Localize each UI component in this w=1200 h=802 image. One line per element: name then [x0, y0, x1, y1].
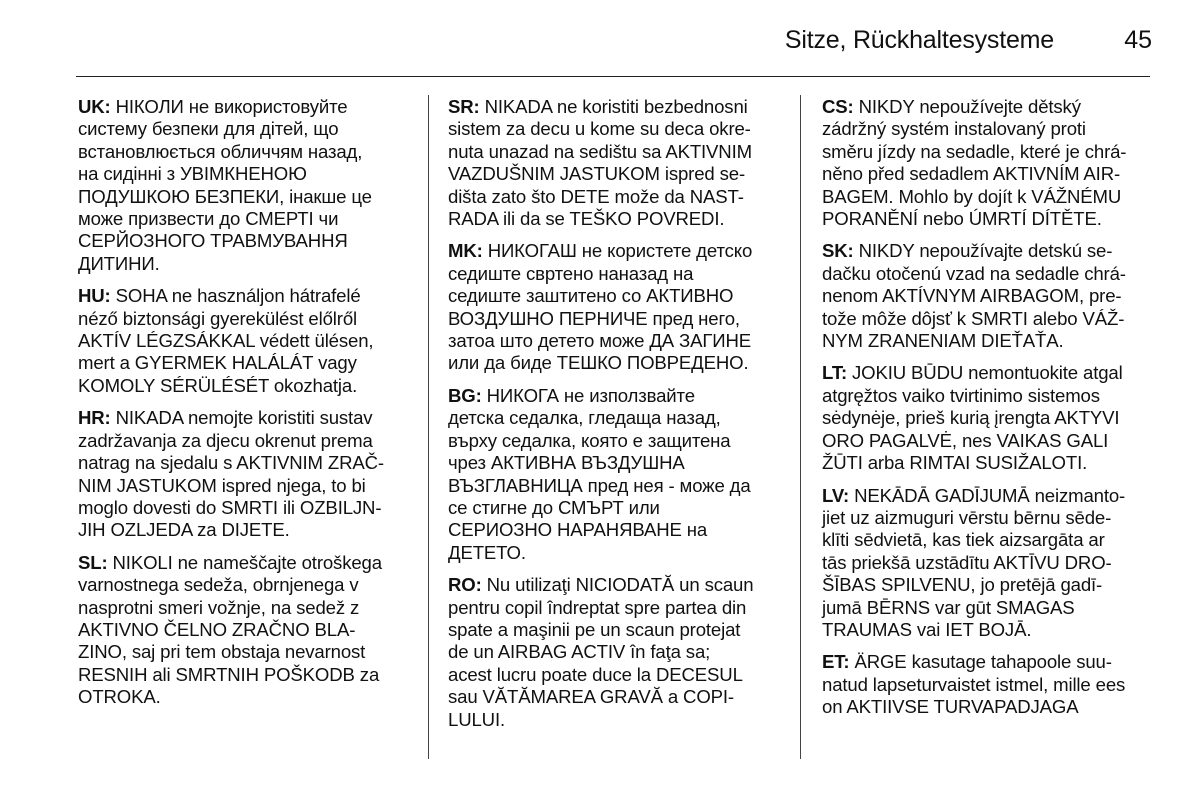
header-rule — [76, 76, 1150, 77]
page-number: 45 — [1124, 26, 1152, 54]
paragraph-line: се стигне до СМЪРТ или — [448, 496, 660, 518]
section-title: Sitze, Rückhaltesysteme — [784, 26, 1054, 54]
paragraph-line: de un AIRBAG ACTIV în faţa sa; — [448, 641, 711, 663]
paragraph-line: седиште свртено наназад на — [448, 262, 694, 284]
paragraph-line: NYM ZRANENIAM DIEŤAŤA. — [822, 330, 1064, 352]
paragraph-line: zádržný systém instalovaný proti — [822, 118, 1086, 140]
paragraph-text: НИКОГАШ не користете детско — [482, 240, 753, 262]
paragraph-first-line — [822, 240, 1148, 262]
paragraph-line: sėdynėje, prieš kurią įrengta AKTYVI — [822, 407, 1120, 429]
paragraph-line: RADA ili da se TEŠKO POVREDI. — [448, 208, 725, 230]
paragraph-line: ORO PAGALVĖ, nes VAIKAS GALI — [822, 429, 1109, 451]
paragraph-line: на сидінні з УВІМКНЕНОЮ — [78, 163, 307, 185]
paragraph-line: něno před sedadlem AKTIVNÍM AIR- — [822, 163, 1121, 185]
paragraph-line: mert a GYERMEK HALÁLÁT vagy — [78, 352, 357, 374]
paragraph-first-line — [78, 407, 404, 429]
paragraph-line: nasprotni smeri vožnje, na sedež z — [78, 596, 360, 618]
paragraph-text: Nu utilizaţi NICIODATĂ un scaun — [481, 574, 754, 596]
text-column-3 — [822, 96, 1148, 729]
paragraph-line: spate a maşinii pe un scaun protejat — [448, 618, 741, 640]
paragraph-line: седиште заштитено со АКТИВНО — [448, 285, 734, 307]
paragraph-line: ВЪЗГЛАВНИЦА пред нея - може да — [448, 474, 751, 496]
warning-paragraph-cs — [822, 96, 1148, 230]
paragraph-line: sistem za decu u kome su deca okre- — [448, 118, 751, 140]
language-code: ET: — [822, 651, 850, 673]
paragraph-line: PORANĚNÍ nebo ÚMRTÍ DÍTĚTE. — [822, 208, 1102, 230]
paragraph-line: tās priekšā uzstādītu AKTĪVU DRO- — [822, 551, 1112, 573]
paragraph-line: jumā BĒRNS var gūt SMAGAS — [822, 596, 1075, 618]
language-code: BG: — [448, 384, 482, 406]
paragraph-first-line — [448, 240, 774, 262]
paragraph-line: TRAUMAS vai IET BOJĀ. — [822, 618, 1032, 640]
paragraph-line: on AKTIIVSE TURVAPADJAGA — [822, 696, 1079, 718]
language-code: SR: — [448, 96, 480, 117]
language-code: LT: — [822, 362, 848, 384]
paragraph-line: JIH OZLJEDA za DIJETE. — [78, 519, 290, 541]
paragraph-text: ÄRGE kasutage tahapoole suu- — [849, 651, 1112, 673]
paragraph-line: ZINO, saj pri tem obstaja nevarnost — [78, 641, 366, 663]
paragraph-text: НИКОГА не използвайте — [481, 384, 695, 406]
language-code: SK: — [822, 240, 854, 262]
paragraph-line: ŠĪBAS SPILVENU, jo pretējā gadī- — [822, 574, 1103, 596]
paragraph-line: tože môže dôjsť k SMRTI alebo VÁŽ- — [822, 307, 1125, 329]
paragraph-line: ПОДУШКОЮ БЕЗПЕКИ, інакше це — [78, 185, 372, 207]
warning-paragraph-ro — [448, 574, 774, 731]
language-code: HR: — [78, 407, 111, 429]
paragraph-text: NIKADA ne koristiti bezbednosni — [479, 96, 748, 117]
warning-paragraph-uk — [78, 96, 404, 275]
paragraph-line: sau VĂTĂMAREA GRAVĂ a COPI- — [448, 686, 734, 708]
paragraph-line: OTROKA. — [78, 686, 161, 708]
paragraph-first-line — [822, 96, 1148, 118]
paragraph-line: jiet uz aizmuguri vērstu bērnu sēde- — [822, 506, 1112, 528]
paragraph-line: затоа што детето може ДА ЗАГИНЕ — [448, 330, 752, 352]
warning-paragraph-hu — [78, 285, 404, 397]
paragraph-first-line — [448, 96, 774, 118]
paragraph-line: детска седалка, гледаща назад, — [448, 407, 721, 429]
paragraph-line: varnostnega sedeža, obrnjenega v — [78, 574, 359, 596]
language-code: UK: — [78, 96, 111, 117]
paragraph-line: СЕРЙОЗНОГО ТРАВМУВАННЯ — [78, 230, 348, 252]
paragraph-first-line — [78, 552, 404, 574]
paragraph-line: atgręžtos vaiko tvirtinimo sistemos — [822, 384, 1100, 406]
paragraph-line: nuta unazad na sedištu sa AKTIVNIM — [448, 140, 752, 162]
text-column-1 — [78, 96, 404, 719]
language-code: HU: — [78, 285, 111, 307]
paragraph-first-line — [78, 96, 404, 118]
warning-paragraph-lv — [822, 485, 1148, 642]
paragraph-line: BAGEM. Mohlo by dojít k VÁŽNÉMU — [822, 185, 1122, 207]
paragraph-line: чрез АКТИВНА ВЪЗДУШНА — [448, 452, 685, 474]
paragraph-line: AKTIVNO ČELNO ZRAČNO BLA- — [78, 618, 356, 640]
column-divider — [428, 95, 429, 759]
paragraph-line: KOMOLY SÉRÜLÉSÉT okozhatja. — [78, 374, 358, 396]
column-divider — [800, 95, 801, 759]
paragraph-line: или да биде ТЕШКО ПОВРЕДЕНО. — [448, 352, 749, 374]
warning-paragraph-bg — [448, 385, 774, 564]
paragraph-line: néző biztonsági gyerekülést előlről — [78, 307, 357, 329]
language-code: MK: — [448, 240, 483, 262]
warning-paragraph-sk — [822, 240, 1148, 352]
paragraph-first-line — [822, 362, 1148, 384]
page-header — [0, 26, 1200, 60]
paragraph-text: NEKĀDĀ GADĪJUMĀ neizmanto- — [849, 484, 1126, 506]
paragraph-line: систему безпеки для дітей, що — [78, 118, 339, 140]
paragraph-first-line — [822, 651, 1148, 673]
paragraph-first-line — [448, 385, 774, 407]
paragraph-text: NIKADA nemojte koristiti sustav — [110, 407, 373, 429]
paragraph-text: SOHA ne használjon hátrafelé — [110, 285, 361, 307]
paragraph-line: NIM JASTUKOM ispred njega, to bi — [78, 474, 366, 496]
paragraph-line: VAZDUŠNIM JASTUKOM ispred se- — [448, 163, 745, 185]
paragraph-line: ŽŪTI arba RIMTAI SUSIŽALOTI. — [822, 452, 1088, 474]
warning-paragraph-sl — [78, 552, 404, 709]
paragraph-line: moglo dovesti do SMRTI ili OZBILJN- — [78, 496, 382, 518]
paragraph-line: встановлюється обличчям назад, — [78, 140, 363, 162]
paragraph-text: NIKDY nepoužívajte detskú se- — [853, 240, 1113, 262]
paragraph-line: dačku otočenú vzad na sedadle chrá- — [822, 262, 1126, 284]
language-code: LV: — [822, 484, 850, 506]
paragraph-line: върху седалка, която е защитена — [448, 429, 731, 451]
paragraph-line: natrag na sjedalu s AKTIVNIM ZRAČ- — [78, 452, 384, 474]
paragraph-first-line — [78, 285, 404, 307]
paragraph-line: ДИТИНИ. — [78, 252, 160, 274]
warning-paragraph-sr — [448, 96, 774, 230]
paragraph-first-line — [448, 574, 774, 596]
paragraph-line: ДЕТЕТО. — [448, 541, 526, 563]
warning-paragraph-hr — [78, 407, 404, 541]
text-column-2 — [448, 96, 774, 741]
paragraph-text: NIKDY nepoužívejte dětský — [853, 96, 1081, 117]
paragraph-line: AKTÍV LÉGZSÁKKAL védett ülésen, — [78, 330, 374, 352]
paragraph-line: zadržavanja za djecu okrenut prema — [78, 429, 373, 451]
paragraph-line: dišta zato što DETE može da NAST- — [448, 185, 744, 207]
language-code: RO: — [448, 574, 482, 596]
paragraph-line: acest lucru poate duce la DECESUL — [448, 663, 743, 685]
paragraph-text: НІКОЛИ не використовуйте — [110, 96, 348, 117]
paragraph-text: NIKOLI ne nameščajte otroškega — [107, 551, 382, 573]
paragraph-line: pentru copil îndreptat spre partea din — [448, 596, 747, 618]
paragraph-line: може призвести до СМЕРТІ чи — [78, 208, 339, 230]
paragraph-text: JOKIU BŪDU nemontuokite atgal — [847, 362, 1123, 384]
paragraph-line: klīti sēdvietā, kas tiek aizsargāta ar — [822, 529, 1105, 551]
paragraph-line: СЕРИОЗНО НАРАНЯВАНЕ на — [448, 519, 708, 541]
paragraph-first-line — [822, 485, 1148, 507]
language-code: SL: — [78, 551, 108, 573]
warning-paragraph-lt — [822, 362, 1148, 474]
paragraph-line: natud lapseturvaistet istmel, mille ees — [822, 673, 1126, 695]
warning-paragraph-et — [822, 651, 1148, 718]
paragraph-line: směru jízdy na sedadle, které je chrá- — [822, 140, 1127, 162]
paragraph-line: ВОЗДУШНО ПЕРНИЧЕ пред него, — [448, 307, 740, 329]
language-code: CS: — [822, 96, 854, 117]
paragraph-line: nenom AKTÍVNYM AIRBAGOM, pre- — [822, 285, 1122, 307]
paragraph-line: RESNIH ali SMRTNIH POŠKODB za — [78, 663, 380, 685]
warning-paragraph-mk — [448, 240, 774, 374]
paragraph-line: LULUI. — [448, 708, 505, 730]
